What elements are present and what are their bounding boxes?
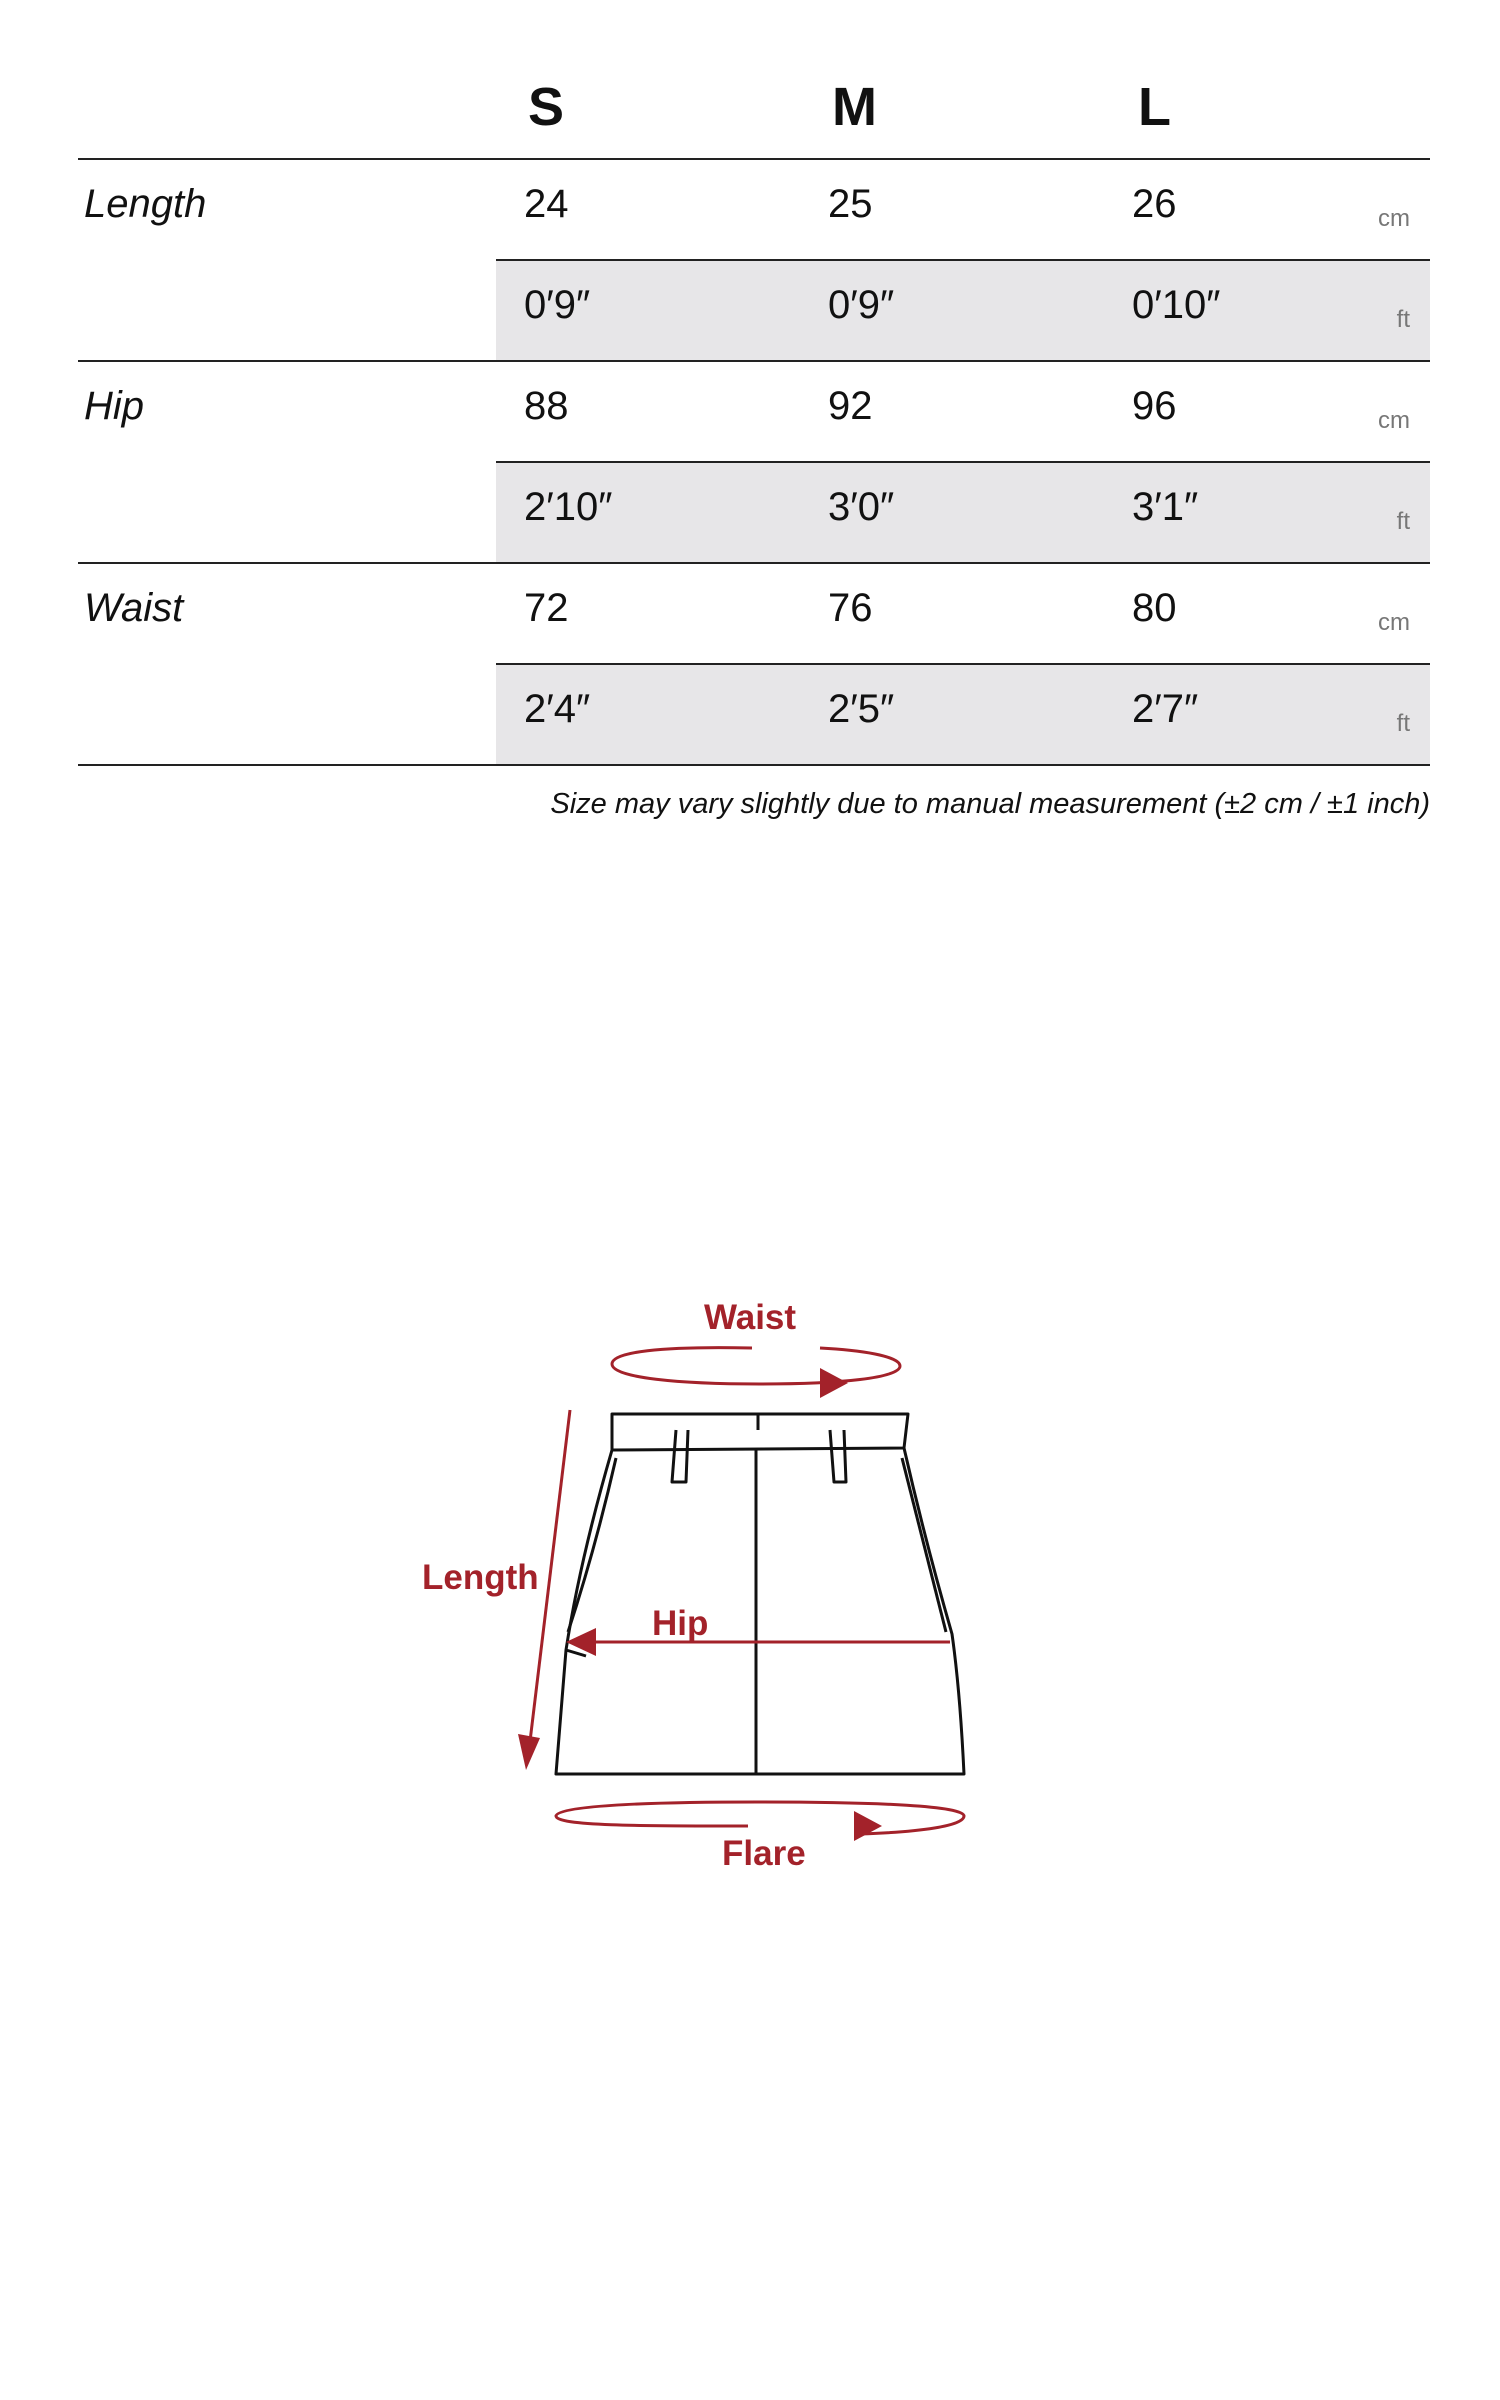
size-header-row bbox=[78, 0, 1430, 160]
cm-unit: cm bbox=[1378, 407, 1410, 434]
size-l-heading: L bbox=[1138, 77, 1171, 137]
cm-unit: cm bbox=[1378, 205, 1410, 232]
hip-l-ft: 3′1″ bbox=[1132, 485, 1199, 529]
skirt-body bbox=[556, 1448, 964, 1774]
waist-m-ft: 2′5″ bbox=[828, 687, 895, 731]
hip-cm-row bbox=[496, 362, 1430, 463]
cm-unit: cm bbox=[1378, 609, 1410, 636]
hip-diagram-label: Hip bbox=[652, 1604, 709, 1643]
measurement-note: Size may vary slightly due to manual measurement (±2 cm / ±1 inch) bbox=[550, 788, 1430, 820]
pocket-right bbox=[902, 1458, 946, 1632]
skirt-outline bbox=[556, 1414, 964, 1774]
hip-s-cm: 88 bbox=[524, 384, 569, 428]
size-m-heading: M bbox=[832, 77, 877, 137]
length-m-cm: 25 bbox=[828, 182, 873, 226]
waistband bbox=[612, 1414, 908, 1450]
hip-group bbox=[78, 362, 1430, 564]
length-ft-row bbox=[496, 261, 1430, 360]
waist-m-cm: 76 bbox=[828, 586, 873, 630]
flare-arrow-head bbox=[854, 1811, 882, 1841]
ft-unit: ft bbox=[1396, 306, 1410, 333]
length-diagram-label: Length bbox=[422, 1558, 539, 1597]
size-chart bbox=[78, 0, 1430, 766]
waist-l-cm: 80 bbox=[1132, 586, 1177, 630]
waist-cm-row bbox=[496, 564, 1430, 665]
measurement-guides bbox=[528, 1348, 964, 1834]
waist-l-ft: 2′7″ bbox=[1132, 687, 1199, 731]
skirt-measurement-diagram bbox=[0, 1260, 1500, 1920]
waist-diagram-label: Waist bbox=[704, 1298, 797, 1337]
length-arrow-head bbox=[518, 1734, 540, 1770]
waist-arrow-head bbox=[820, 1368, 848, 1398]
length-cm-row bbox=[496, 160, 1430, 261]
length-m-ft: 0′9″ bbox=[828, 283, 895, 327]
hip-ft-row bbox=[496, 463, 1430, 562]
waist-s-cm: 72 bbox=[524, 586, 569, 630]
ft-unit: ft bbox=[1396, 710, 1410, 737]
flare-loop bbox=[556, 1802, 964, 1834]
pocket-left-end bbox=[566, 1650, 586, 1656]
belt-loop-left bbox=[672, 1430, 688, 1482]
belt-loop-right bbox=[830, 1430, 846, 1482]
waist-loop bbox=[612, 1348, 900, 1384]
hip-l-cm: 96 bbox=[1132, 384, 1177, 428]
length-s-ft: 0′9″ bbox=[524, 283, 591, 327]
hip-m-ft: 3′0″ bbox=[828, 485, 895, 529]
length-l-cm: 26 bbox=[1132, 182, 1177, 226]
pocket-left bbox=[568, 1458, 616, 1632]
length-s-cm: 24 bbox=[524, 182, 569, 226]
hip-m-cm: 92 bbox=[828, 384, 873, 428]
ft-unit: ft bbox=[1396, 508, 1410, 535]
size-s-heading: S bbox=[528, 77, 565, 137]
length-label: Length bbox=[84, 182, 207, 226]
skirt-illustration bbox=[0, 1260, 1500, 1920]
length-l-ft: 0′10″ bbox=[1132, 283, 1221, 327]
waist-s-ft: 2′4″ bbox=[524, 687, 591, 731]
waist-ft-row bbox=[496, 665, 1430, 764]
hip-s-ft: 2′10″ bbox=[524, 485, 613, 529]
waist-group bbox=[78, 564, 1430, 766]
length-group bbox=[78, 160, 1430, 362]
waist-label: Waist bbox=[84, 586, 184, 630]
flare-diagram-label: Flare bbox=[722, 1834, 806, 1873]
hip-label: Hip bbox=[84, 384, 145, 428]
